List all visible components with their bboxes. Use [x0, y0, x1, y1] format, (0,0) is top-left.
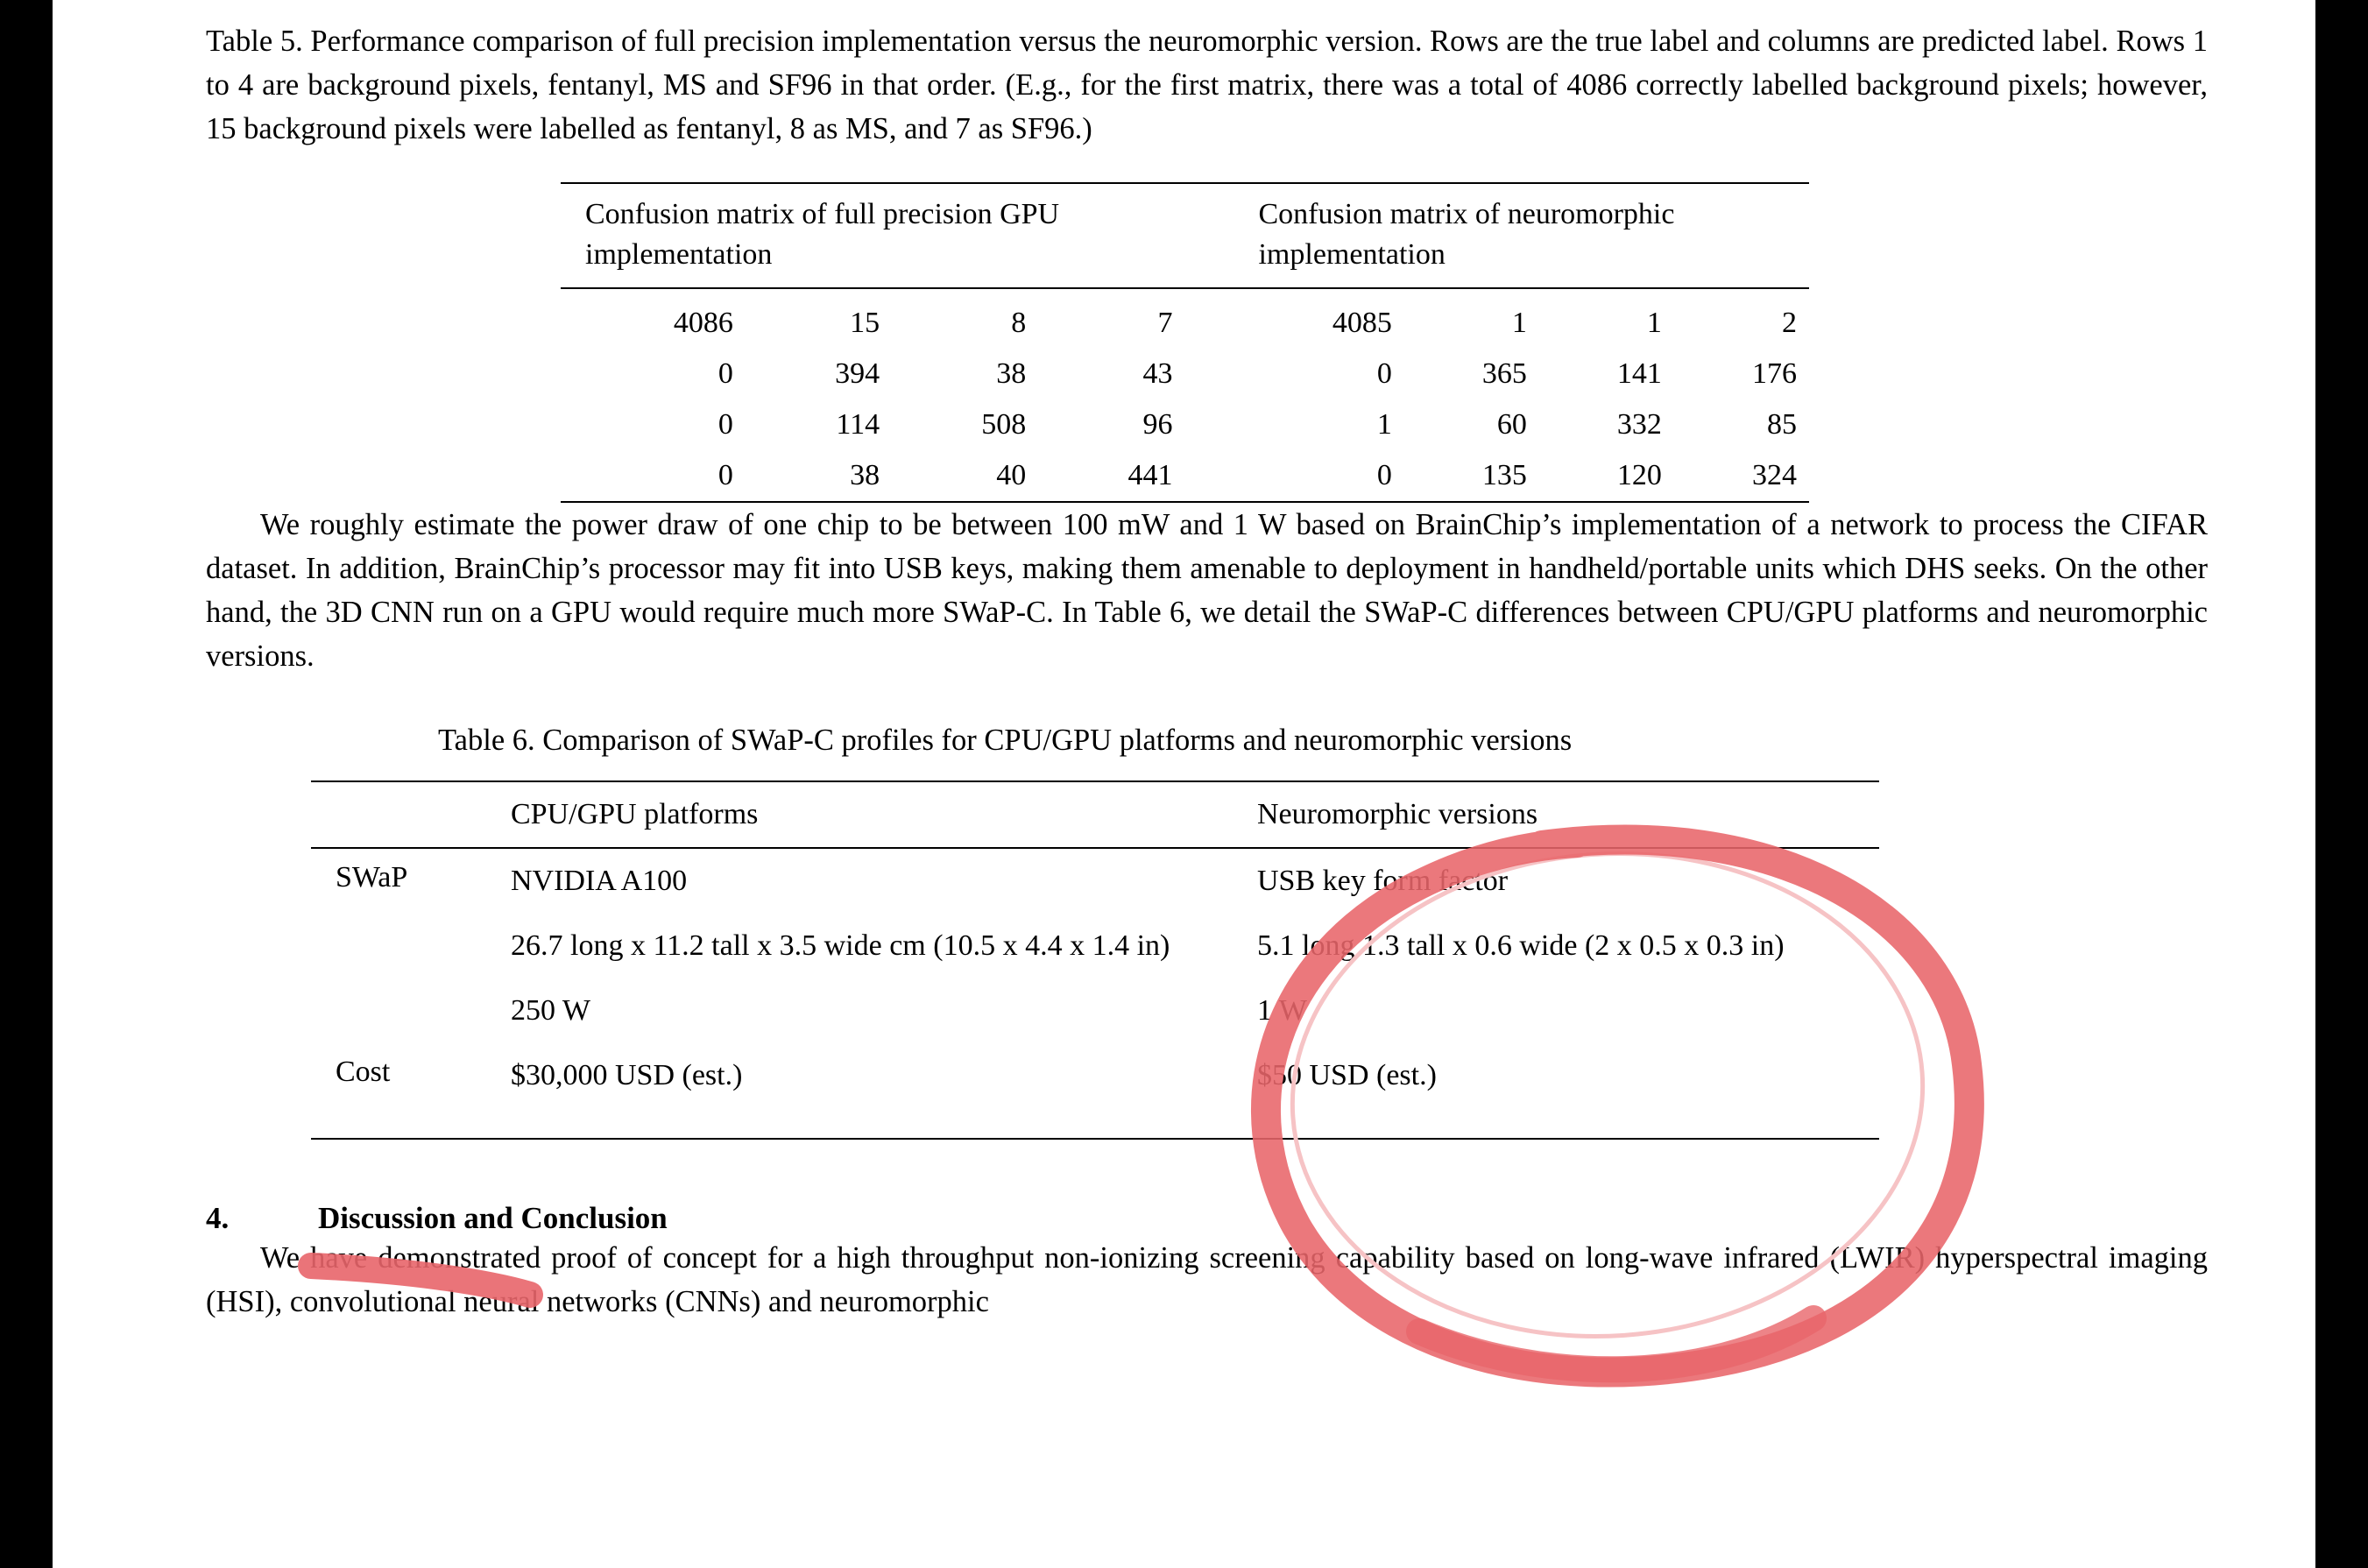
page-content — [206, 19, 2208, 1324]
table-row — [561, 399, 1809, 450]
t5-l-3-3: 441 — [1038, 450, 1184, 502]
t5-l-1-0: 0 — [717, 357, 733, 390]
section-heading — [206, 1201, 2208, 1236]
t5-l-0-0: 4086 — [673, 307, 733, 339]
table6-row0-cpu: NVIDIA A100 — [511, 865, 688, 897]
t5-l-1-2: 38 — [996, 357, 1027, 390]
paragraph-conclusion: We have demonstrated proof of concept for a high throughput non-ionizing screening capability based on long-wave infrared (LWIR) hyperspectral imaging (HSI), convolutional neural networks (CNNs) and neuromorphic — [206, 1241, 2208, 1318]
t5-r-0-2: 1 — [1646, 307, 1662, 339]
table5-header-row — [561, 183, 1809, 287]
table6-row2-label — [311, 978, 491, 1043]
paragraph-power-estimate: We roughly estimate the power draw of one chip to be between 100 mW and 1 W based on BrainChip’s implementation of a network to process the CIFAR dataset. In addition, BrainChip’s processor may fit into USB keys, making them amenable to deployment in handheld/portable units which DHS seeks. On the other hand, the 3D CNN run on a GPU would require much more SWaP-C. In Table 6, we detail the SWaP-C differences between CPU/GPU platforms and neuromorphic versions. — [206, 508, 2208, 673]
section-number: 4. — [206, 1201, 230, 1235]
t5-r-1-0: 0 — [1376, 357, 1392, 390]
table6-header-cpu: CPU/GPU platforms — [491, 781, 1238, 848]
t5-l-2-2: 508 — [981, 408, 1027, 441]
table6-header-row — [311, 781, 1879, 848]
table6-row0-neuro: USB key form factor — [1257, 865, 1509, 897]
table-row — [311, 978, 1879, 1043]
table6-row2-cpu: 250 W — [511, 994, 590, 1027]
table6 — [311, 780, 1879, 1140]
t5-r-0-3: 2 — [1782, 307, 1797, 339]
t5-l-3-2: 40 — [892, 450, 1038, 502]
table5-column-gap — [1184, 183, 1233, 287]
t5-l-2-1: 114 — [836, 408, 880, 441]
t5-r-1-1: 365 — [1481, 357, 1527, 390]
section-title: Discussion and Conclusion — [318, 1201, 668, 1235]
table6-row0-label: SWaP — [336, 861, 408, 893]
t5-l-0-1: 15 — [850, 307, 880, 339]
table-row — [561, 288, 1809, 349]
table6-row1-cpu: 26.7 long x 11.2 tall x 3.5 wide cm (10.5 x 4.4 x 1.4 in) — [511, 929, 1170, 962]
table-row — [561, 349, 1809, 399]
t5-l-2-0: 0 — [717, 408, 733, 441]
table6-row3-cpu: $30,000 USD (est.) — [511, 1059, 743, 1091]
t5-l-0-3: 7 — [1157, 307, 1173, 339]
t5-l-2-3: 96 — [1142, 408, 1173, 441]
t5-r-2-1: 60 — [1496, 408, 1527, 441]
table6-row3-label: Cost — [336, 1056, 391, 1088]
t5-r-2-2: 332 — [1616, 408, 1662, 441]
table-row — [311, 1043, 1879, 1108]
table6-caption: Table 6. Comparison of SWaP-C profiles for CPU/GPU platforms and neuromorphic versions — [438, 724, 1573, 757]
table-row — [311, 914, 1879, 978]
t5-l-3-1: 38 — [746, 450, 892, 502]
table5-header-left: Confusion matrix of full precision GPU implementation — [561, 183, 1184, 287]
t5-l-1-1: 394 — [835, 357, 880, 390]
t5-r-3-1: 135 — [1404, 450, 1539, 502]
table6-row3-neuro: $50 USD (est.) — [1257, 1059, 1437, 1091]
table6-header-neuro: Neuromorphic versions — [1238, 781, 1879, 848]
t5-r-1-3: 176 — [1752, 357, 1797, 390]
table6-bottom-rule — [311, 1108, 1879, 1139]
table5-caption: Table 5. Performance comparison of full precision implementation versus the neuromorphic version. Rows are the true label and columns are predicted label. Rows 1 to 4 are background pixels, fentanyl, MS and SF96 in that order. (E.g., for the first matrix, there was a total of 4086 correctly labelled background pixels; however, 15 background pixels were labelled as fentanyl, 8 as MS, and 7 as SF96.) — [206, 25, 2208, 145]
t5-l-3-0: 0 — [561, 450, 746, 502]
table6-header-corner — [311, 781, 491, 848]
t5-r-3-2: 120 — [1539, 450, 1674, 502]
table-row — [561, 450, 1809, 502]
t5-l-1-3: 43 — [1142, 357, 1173, 390]
t5-r-0-1: 1 — [1511, 307, 1527, 339]
table6-row1-label — [311, 914, 491, 978]
table5-header-right: Confusion matrix of neuromorphic implementation — [1233, 183, 1809, 287]
t5-r-2-0: 1 — [1376, 408, 1392, 441]
annotation-circle-overstroke — [1419, 1318, 1813, 1369]
t5-r-3-0: 0 — [1233, 450, 1403, 502]
table6-row1-neuro: 5.1 long 1.3 tall x 0.6 wide (2 x 0.5 x 0.3 in) — [1257, 929, 1785, 962]
t5-r-1-2: 141 — [1616, 357, 1662, 390]
t5-r-3-3: 324 — [1674, 450, 1809, 502]
t5-r-2-3: 85 — [1767, 408, 1797, 441]
table6-row2-neuro: 1 W — [1257, 994, 1307, 1027]
t5-l-0-2: 8 — [1011, 307, 1027, 339]
table5 — [561, 182, 1809, 503]
t5-r-0-0: 4085 — [1332, 307, 1392, 339]
table-row — [311, 848, 1879, 914]
document-page — [53, 0, 2315, 1568]
